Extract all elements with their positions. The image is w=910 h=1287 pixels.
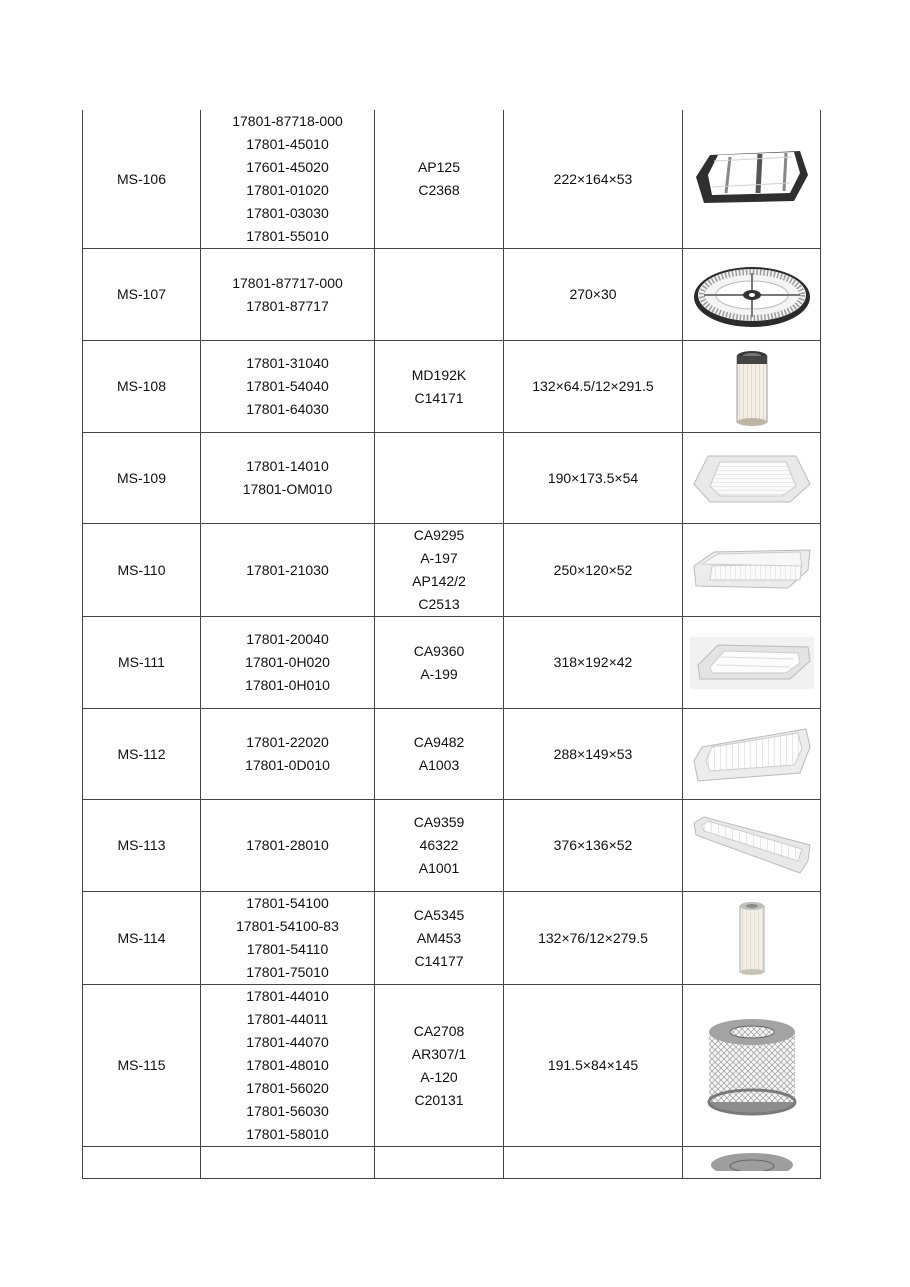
oem-cell	[201, 892, 375, 985]
round-pancake-filter-icon	[690, 259, 814, 331]
size-cell: 250×120×52	[504, 524, 683, 617]
cross-ref-line: C14171	[414, 389, 464, 406]
model-cell: MS-113	[83, 800, 201, 892]
model-cell: MS-115	[83, 985, 201, 1147]
table-row	[83, 249, 821, 341]
panel-filter-pleated-icon	[690, 721, 814, 787]
model-cell	[83, 1147, 201, 1179]
cross-ref-cell	[375, 524, 504, 617]
oem-line: 17801-54110	[246, 941, 329, 957]
cross-ref-cell	[375, 249, 504, 341]
cross-ref-cell	[375, 1147, 504, 1179]
model-cell: MS-110	[83, 524, 201, 617]
cross-ref-line: AP125	[417, 159, 461, 175]
cross-ref-line: AP142/2	[412, 573, 466, 589]
oem-line: 17801-28010	[246, 837, 329, 853]
oem-cell	[201, 617, 375, 709]
oem-line: 17801-44011	[246, 1011, 329, 1027]
oem-cell	[201, 524, 375, 617]
table-row	[83, 617, 821, 709]
oem-line: 17801-87718-000	[232, 113, 343, 129]
image-cell	[683, 709, 821, 800]
image-cell	[683, 110, 821, 249]
oem-line: 17801-54100	[246, 895, 329, 911]
cross-ref-line: A-197	[420, 550, 458, 566]
oem-line: 17801-20040	[246, 631, 329, 647]
oem-line: 17801-44070	[246, 1034, 329, 1050]
oem-line: 17801-48010	[246, 1057, 329, 1073]
cross-ref-line: C14177	[414, 952, 464, 969]
oem-line: 17801-31040	[246, 355, 329, 371]
size-cell: 288×149×53	[504, 709, 683, 800]
size-cell: 191.5×84×145	[504, 985, 683, 1147]
oem-line: 17801-22020	[246, 734, 329, 750]
oem-line: 17801-87717-000	[232, 274, 343, 291]
oem-cell	[201, 985, 375, 1147]
catalog-table-body	[83, 110, 821, 1179]
cross-ref-line: CA9482	[413, 734, 465, 750]
table-row	[83, 985, 821, 1147]
cross-ref-line: A1003	[418, 757, 460, 773]
oem-cell	[201, 249, 375, 341]
cross-ref-line: A-199	[420, 665, 458, 682]
cross-ref-line: CA9360	[413, 642, 465, 659]
panel-filter-narrow-icon	[690, 540, 814, 600]
model-cell: MS-114	[83, 892, 201, 985]
oem-line: 17801-01020	[246, 182, 329, 198]
cross-ref-line: CA9359	[413, 814, 465, 830]
cross-ref-cell	[375, 110, 504, 249]
oem-line: 17601-45020	[246, 159, 329, 175]
oem-line: 17801-56030	[246, 1103, 329, 1119]
cross-ref-cell	[375, 617, 504, 709]
cross-ref-line: A-120	[420, 1068, 458, 1085]
model-cell: MS-112	[83, 709, 201, 800]
image-cell	[683, 524, 821, 617]
cross-ref-line: CA5345	[413, 906, 465, 923]
oem-line: 17801-44010	[246, 988, 329, 1004]
panel-filter-flat-icon	[690, 635, 814, 691]
cross-ref-line: CA9295	[413, 527, 465, 543]
panel-filter-long-icon	[690, 813, 814, 879]
oem-line: 17801-55010	[246, 228, 329, 244]
oem-cell	[201, 110, 375, 249]
cross-ref-line: C2513	[418, 596, 460, 612]
oem-cell	[201, 433, 375, 524]
cross-ref-cell	[375, 800, 504, 892]
oem-line: 17801-0H020	[245, 654, 330, 670]
cross-ref-line: C2368	[418, 182, 460, 198]
cross-ref-line: CA2708	[413, 1022, 465, 1039]
panel-filter-square-icon	[690, 446, 814, 510]
oem-line: 17801-OM010	[242, 481, 333, 497]
oem-line: 17801-54100-83	[236, 918, 339, 934]
slim-cylinder-filter-icon	[730, 898, 774, 978]
cross-ref-cell	[375, 341, 504, 433]
oem-cell	[201, 800, 375, 892]
image-cell	[683, 892, 821, 985]
oem-line: 17801-87717	[246, 297, 329, 314]
size-cell: 222×164×53	[504, 110, 683, 249]
cross-ref-line: A1001	[418, 860, 460, 876]
oem-line: 17801-56020	[246, 1080, 329, 1096]
table-row	[83, 524, 821, 617]
table-row	[83, 433, 821, 524]
table-row-partial	[83, 1147, 821, 1179]
image-cell	[683, 249, 821, 341]
size-cell: 190×173.5×54	[504, 433, 683, 524]
table-row	[83, 110, 821, 249]
cross-ref-line: MD192K	[411, 366, 467, 383]
cross-ref-cell	[375, 892, 504, 985]
model-cell: MS-108	[83, 341, 201, 433]
size-cell: 270×30	[504, 249, 683, 341]
model-cell: MS-107	[83, 249, 201, 341]
oem-line: 17801-14010	[246, 458, 329, 474]
model-cell: MS-111	[83, 617, 201, 709]
catalog-table	[82, 110, 821, 1179]
size-cell	[504, 1147, 683, 1179]
round-mesh-filter-icon	[697, 1014, 807, 1118]
cross-ref-line: C20131	[414, 1091, 464, 1108]
image-cell	[683, 985, 821, 1147]
image-cell	[683, 433, 821, 524]
model-cell: MS-109	[83, 433, 201, 524]
cross-ref-cell	[375, 709, 504, 800]
oem-line: 17801-58010	[246, 1126, 329, 1142]
table-row	[83, 800, 821, 892]
table-row	[83, 709, 821, 800]
table-row	[83, 341, 821, 433]
size-cell: 376×136×52	[504, 800, 683, 892]
tall-cylinder-filter-icon	[727, 346, 777, 428]
size-cell: 318×192×42	[504, 617, 683, 709]
image-cell	[683, 800, 821, 892]
oem-cell	[201, 709, 375, 800]
oem-line: 17801-03030	[246, 205, 329, 221]
oem-line: 17801-54040	[246, 378, 329, 394]
table-row	[83, 892, 821, 985]
model-cell: MS-106	[83, 110, 201, 249]
cross-ref-line: 46322	[419, 837, 459, 853]
oem-cell	[201, 341, 375, 433]
size-cell: 132×64.5/12×291.5	[504, 341, 683, 433]
round-mesh-filter-partial-icon	[683, 1147, 821, 1171]
oem-line: 17801-0H010	[245, 677, 330, 693]
size-cell: 132×76/12×279.5	[504, 892, 683, 985]
cross-ref-line: AR307/1	[411, 1045, 467, 1062]
image-cell	[683, 617, 821, 709]
panel-filter-dark-frame-icon	[690, 147, 814, 211]
oem-line: 17801-64030	[246, 401, 329, 417]
image-cell	[683, 1147, 821, 1179]
oem-cell	[201, 1147, 375, 1179]
image-cell	[683, 341, 821, 433]
oem-line: 17801-75010	[246, 964, 329, 980]
oem-line: 17801-0D010	[245, 757, 330, 773]
cross-ref-cell	[375, 433, 504, 524]
cross-ref-line: AM453	[416, 929, 462, 946]
oem-line: 17801-45010	[246, 136, 329, 152]
cross-ref-cell	[375, 985, 504, 1147]
oem-line: 17801-21030	[246, 561, 329, 578]
